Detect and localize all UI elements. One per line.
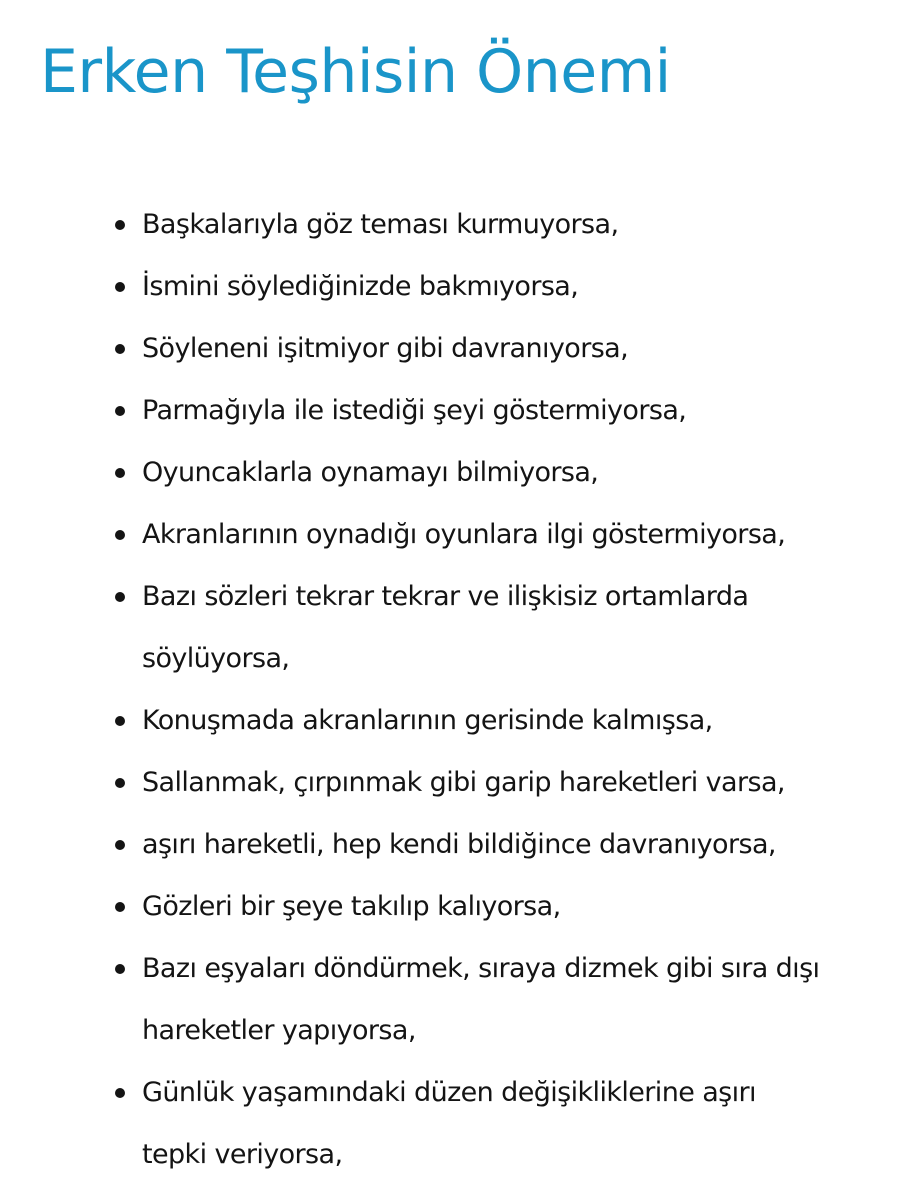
- list-item-text: Parmağıyla ile istediği şeyi göstermiyorsa,: [142, 395, 687, 426]
- bullet-icon: [115, 220, 125, 230]
- list-item: [112, 1062, 902, 1186]
- bullet-icon: [115, 530, 125, 540]
- bullet-icon: [115, 778, 125, 788]
- list-item-text: Konuşmada akranlarının gerisinde kalmışsa,: [142, 705, 713, 736]
- list-item-text: Günlük yaşamındaki düzen değişikliklerine aşırı tepki veriyorsa,: [142, 1077, 756, 1170]
- list-item: [112, 256, 902, 318]
- list-item: [112, 938, 902, 1062]
- bullet-icon: [115, 468, 125, 478]
- bullet-icon: [115, 716, 125, 726]
- list-item: [112, 814, 902, 876]
- list-item-text: İsmini söylediğinizde bakmıyorsa,: [142, 271, 579, 302]
- list-item-text: Bazı sözleri tekrar tekrar ve ilişkisiz ortamlarda söylüyorsa,: [142, 581, 749, 674]
- list-item: [112, 752, 902, 814]
- bullet-icon: [115, 902, 125, 912]
- list-item: [112, 380, 902, 442]
- list-item-text: Söyleneni işitmiyor gibi davranıyorsa,: [142, 333, 629, 364]
- list-item-text: Başkalarıyla göz teması kurmuyorsa,: [142, 209, 619, 240]
- list-item: [112, 194, 902, 256]
- bullet-icon: [115, 406, 125, 416]
- list-item: [112, 318, 902, 380]
- list-item-text: Oyuncaklarla oynamayı bilmiyorsa,: [142, 457, 599, 488]
- bullet-icon: [115, 592, 125, 602]
- list-item: [112, 690, 902, 752]
- list-item: [112, 442, 902, 504]
- bullet-icon: [115, 344, 125, 354]
- bullet-icon: [115, 1088, 125, 1098]
- list-item-text: Akranlarının oynadığı oyunlara ilgi göstermiyorsa,: [142, 519, 786, 550]
- list-item: [112, 504, 902, 566]
- bullet-icon: [115, 282, 125, 292]
- bullet-icon: [115, 964, 125, 974]
- bullet-icon: [115, 840, 125, 850]
- list-item: [112, 566, 902, 690]
- symptom-list: [112, 194, 902, 1186]
- list-item: [112, 876, 902, 938]
- list-item-text: aşırı hareketli, hep kendi bildiğince davranıyorsa,: [142, 829, 776, 860]
- page-title: Erken Teşhisin Önemi: [40, 37, 671, 107]
- list-item-text: Bazı eşyaları döndürmek, sıraya dizmek gibi sıra dışı hareketler yapıyorsa,: [142, 953, 820, 1046]
- list-item-text: Sallanmak, çırpınmak gibi garip hareketleri varsa,: [142, 767, 785, 798]
- list-item-text: Gözleri bir şeye takılıp kalıyorsa,: [142, 891, 561, 922]
